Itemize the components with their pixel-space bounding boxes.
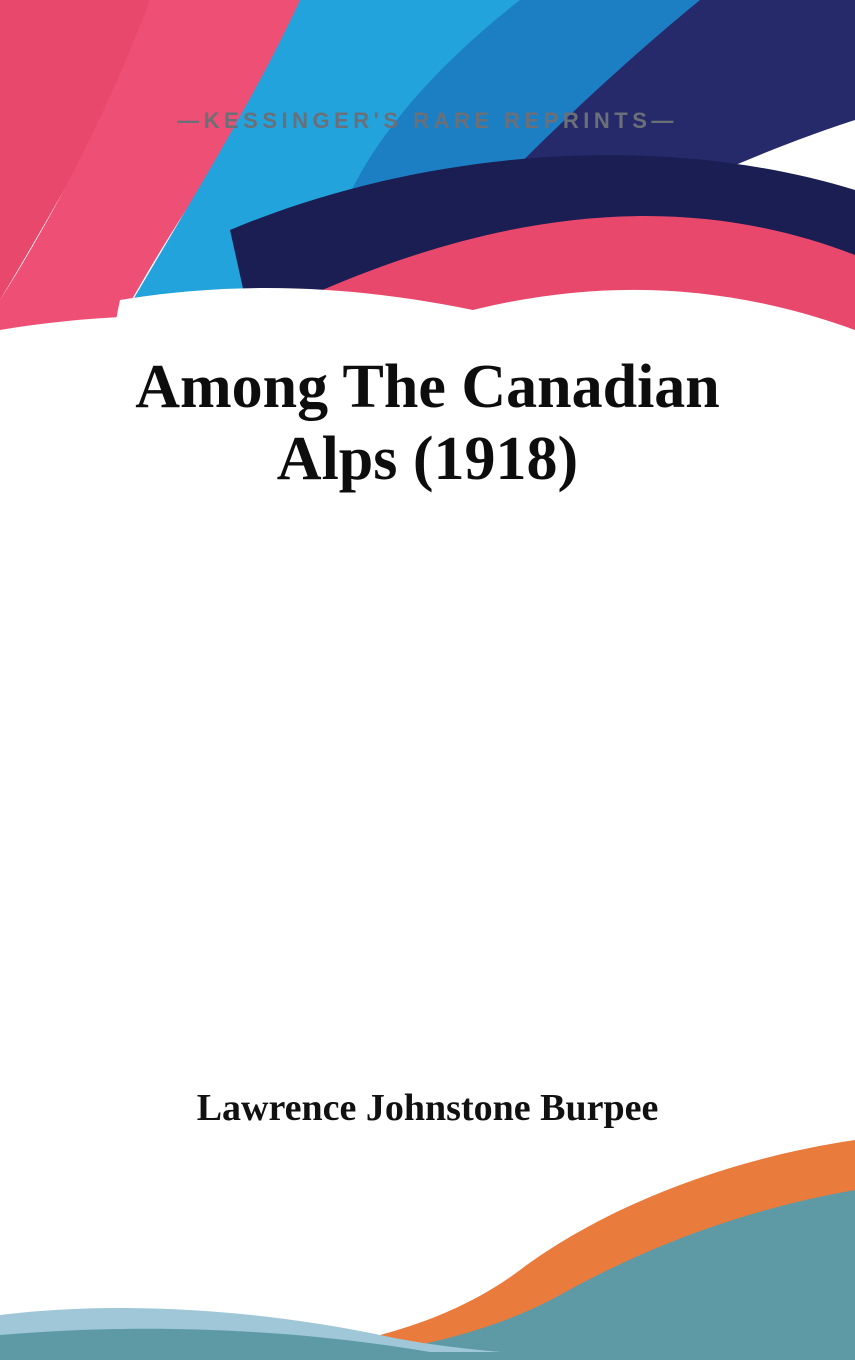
book-title: Among The Canadian Alps (1918): [135, 353, 720, 493]
bottom-decorative-artwork: [0, 1130, 855, 1360]
book-author: Lawrence Johnstone Burpee: [196, 1087, 659, 1129]
publisher-imprint: —KESSINGER'S RARE REPRINTS—: [177, 108, 678, 133]
top-decorative-artwork: [0, 0, 855, 400]
